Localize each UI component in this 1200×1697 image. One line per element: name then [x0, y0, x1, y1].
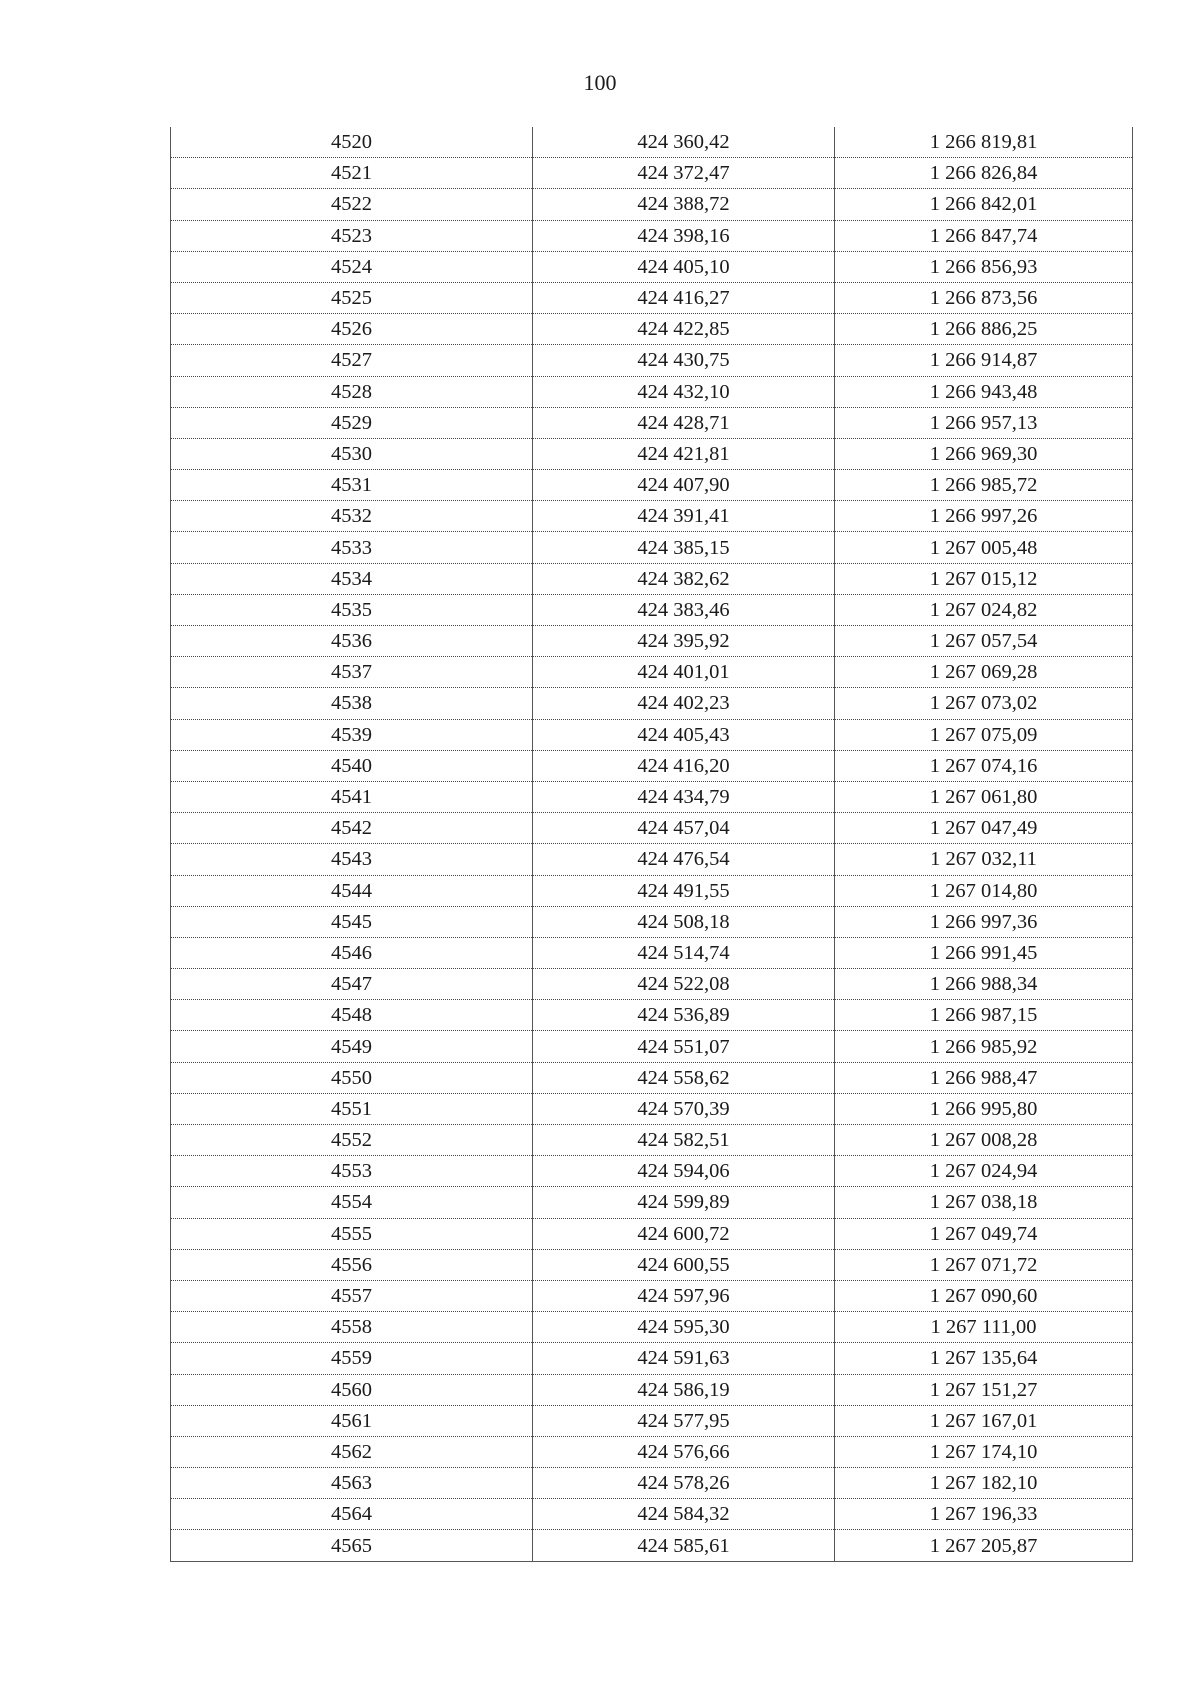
- point-number-cell: 4538: [171, 688, 533, 719]
- y-coordinate-cell: 1 267 090,60: [835, 1280, 1133, 1311]
- x-coordinate-cell: 424 597,96: [533, 1280, 835, 1311]
- point-number-cell: 4531: [171, 470, 533, 501]
- x-coordinate-cell: 424 578,26: [533, 1468, 835, 1499]
- x-coordinate-cell: 424 432,10: [533, 376, 835, 407]
- y-coordinate-cell: 1 266 995,80: [835, 1093, 1133, 1124]
- x-coordinate-cell: 424 382,62: [533, 563, 835, 594]
- table-row: [171, 1312, 1133, 1343]
- y-coordinate-cell: 1 266 856,93: [835, 251, 1133, 282]
- y-coordinate-cell: 1 267 151,27: [835, 1374, 1133, 1405]
- table-row: [171, 1000, 1133, 1031]
- table-row: [171, 501, 1133, 532]
- table-row: [171, 407, 1133, 438]
- table-row: [171, 1156, 1133, 1187]
- x-coordinate-cell: 424 383,46: [533, 594, 835, 625]
- point-number-cell: 4523: [171, 220, 533, 251]
- table-row: [171, 906, 1133, 937]
- y-coordinate-cell: 1 266 997,26: [835, 501, 1133, 532]
- x-coordinate-cell: 424 595,30: [533, 1312, 835, 1343]
- table-row: [171, 594, 1133, 625]
- table-row: [171, 376, 1133, 407]
- point-number-cell: 4556: [171, 1249, 533, 1280]
- x-coordinate-cell: 424 584,32: [533, 1499, 835, 1530]
- point-number-cell: 4551: [171, 1093, 533, 1124]
- y-coordinate-cell: 1 267 005,48: [835, 532, 1133, 563]
- x-coordinate-cell: 424 430,75: [533, 345, 835, 376]
- y-coordinate-cell: 1 266 987,15: [835, 1000, 1133, 1031]
- point-number-cell: 4521: [171, 158, 533, 189]
- x-coordinate-cell: 424 385,15: [533, 532, 835, 563]
- x-coordinate-cell: 424 457,04: [533, 813, 835, 844]
- table-row: [171, 158, 1133, 189]
- point-number-cell: 4539: [171, 719, 533, 750]
- x-coordinate-cell: 424 405,10: [533, 251, 835, 282]
- y-coordinate-cell: 1 267 057,54: [835, 626, 1133, 657]
- table-row: [171, 470, 1133, 501]
- y-coordinate-cell: 1 267 024,82: [835, 594, 1133, 625]
- x-coordinate-cell: 424 402,23: [533, 688, 835, 719]
- y-coordinate-cell: 1 267 073,02: [835, 688, 1133, 719]
- y-coordinate-cell: 1 266 819,81: [835, 127, 1133, 158]
- point-number-cell: 4547: [171, 969, 533, 1000]
- point-number-cell: 4553: [171, 1156, 533, 1187]
- point-number-cell: 4527: [171, 345, 533, 376]
- point-number-cell: 4563: [171, 1468, 533, 1499]
- x-coordinate-cell: 424 416,27: [533, 282, 835, 313]
- point-number-cell: 4520: [171, 127, 533, 158]
- point-number-cell: 4560: [171, 1374, 533, 1405]
- point-number-cell: 4543: [171, 844, 533, 875]
- point-number-cell: 4552: [171, 1125, 533, 1156]
- table-row: [171, 688, 1133, 719]
- x-coordinate-cell: 424 600,55: [533, 1249, 835, 1280]
- x-coordinate-cell: 424 405,43: [533, 719, 835, 750]
- point-number-cell: 4534: [171, 563, 533, 594]
- table-row: [171, 1280, 1133, 1311]
- x-coordinate-cell: 424 407,90: [533, 470, 835, 501]
- x-coordinate-cell: 424 591,63: [533, 1343, 835, 1374]
- y-coordinate-cell: 1 267 074,16: [835, 750, 1133, 781]
- x-coordinate-cell: 424 570,39: [533, 1093, 835, 1124]
- table-row: [171, 813, 1133, 844]
- point-number-cell: 4549: [171, 1031, 533, 1062]
- table-row: [171, 1249, 1133, 1280]
- y-coordinate-cell: 1 267 024,94: [835, 1156, 1133, 1187]
- point-number-cell: 4559: [171, 1343, 533, 1374]
- table-row: [171, 626, 1133, 657]
- y-coordinate-cell: 1 266 985,92: [835, 1031, 1133, 1062]
- table-row: [171, 1499, 1133, 1530]
- y-coordinate-cell: 1 267 032,11: [835, 844, 1133, 875]
- x-coordinate-cell: 424 594,06: [533, 1156, 835, 1187]
- y-coordinate-cell: 1 266 957,13: [835, 407, 1133, 438]
- y-coordinate-cell: 1 266 873,56: [835, 282, 1133, 313]
- point-number-cell: 4555: [171, 1218, 533, 1249]
- y-coordinate-cell: 1 267 075,09: [835, 719, 1133, 750]
- table-row: [171, 127, 1133, 158]
- page-number: 100: [583, 70, 617, 95]
- point-number-cell: 4533: [171, 532, 533, 563]
- y-coordinate-cell: 1 267 069,28: [835, 657, 1133, 688]
- point-number-cell: 4546: [171, 937, 533, 968]
- table-row: [171, 314, 1133, 345]
- y-coordinate-cell: 1 267 049,74: [835, 1218, 1133, 1249]
- table-row: [171, 1374, 1133, 1405]
- point-number-cell: 4542: [171, 813, 533, 844]
- point-number-cell: 4540: [171, 750, 533, 781]
- point-number-cell: 4526: [171, 314, 533, 345]
- point-number-cell: 4530: [171, 438, 533, 469]
- table-row: [171, 1093, 1133, 1124]
- table-row: [171, 750, 1133, 781]
- y-coordinate-cell: 1 266 842,01: [835, 189, 1133, 220]
- x-coordinate-cell: 424 551,07: [533, 1031, 835, 1062]
- y-coordinate-cell: 1 267 174,10: [835, 1436, 1133, 1467]
- y-coordinate-cell: 1 266 997,36: [835, 906, 1133, 937]
- point-number-cell: 4544: [171, 875, 533, 906]
- point-number-cell: 4558: [171, 1312, 533, 1343]
- x-coordinate-cell: 424 391,41: [533, 501, 835, 532]
- table-row: [171, 1436, 1133, 1467]
- x-coordinate-cell: 424 491,55: [533, 875, 835, 906]
- x-coordinate-cell: 424 398,16: [533, 220, 835, 251]
- table-row: [171, 844, 1133, 875]
- point-number-cell: 4528: [171, 376, 533, 407]
- table-row: [171, 220, 1133, 251]
- table-row: [171, 282, 1133, 313]
- point-number-cell: 4561: [171, 1405, 533, 1436]
- x-coordinate-cell: 424 401,01: [533, 657, 835, 688]
- x-coordinate-cell: 424 416,20: [533, 750, 835, 781]
- point-number-cell: 4524: [171, 251, 533, 282]
- point-number-cell: 4536: [171, 626, 533, 657]
- table-row: [171, 1405, 1133, 1436]
- point-number-cell: 4564: [171, 1499, 533, 1530]
- x-coordinate-cell: 424 585,61: [533, 1530, 835, 1561]
- x-coordinate-cell: 424 476,54: [533, 844, 835, 875]
- y-coordinate-cell: 1 266 988,34: [835, 969, 1133, 1000]
- table-row: [171, 189, 1133, 220]
- y-coordinate-cell: 1 267 014,80: [835, 875, 1133, 906]
- table-row: [171, 1468, 1133, 1499]
- coordinates-table-body: [171, 127, 1133, 1561]
- point-number-cell: 4522: [171, 189, 533, 220]
- table-row: [171, 251, 1133, 282]
- x-coordinate-cell: 424 360,42: [533, 127, 835, 158]
- y-coordinate-cell: 1 267 196,33: [835, 1499, 1133, 1530]
- y-coordinate-cell: 1 267 135,64: [835, 1343, 1133, 1374]
- point-number-cell: 4548: [171, 1000, 533, 1031]
- table-row: [171, 1031, 1133, 1062]
- y-coordinate-cell: 1 266 847,74: [835, 220, 1133, 251]
- x-coordinate-cell: 424 577,95: [533, 1405, 835, 1436]
- point-number-cell: 4535: [171, 594, 533, 625]
- x-coordinate-cell: 424 582,51: [533, 1125, 835, 1156]
- y-coordinate-cell: 1 267 167,01: [835, 1405, 1133, 1436]
- table-row: [171, 1530, 1133, 1561]
- table-row: [171, 1125, 1133, 1156]
- x-coordinate-cell: 424 508,18: [533, 906, 835, 937]
- table-row: [171, 438, 1133, 469]
- y-coordinate-cell: 1 266 991,45: [835, 937, 1133, 968]
- table-row: [171, 875, 1133, 906]
- x-coordinate-cell: 424 522,08: [533, 969, 835, 1000]
- y-coordinate-cell: 1 267 071,72: [835, 1249, 1133, 1280]
- y-coordinate-cell: 1 267 205,87: [835, 1530, 1133, 1561]
- y-coordinate-cell: 1 266 969,30: [835, 438, 1133, 469]
- table-row: [171, 345, 1133, 376]
- y-coordinate-cell: 1 266 943,48: [835, 376, 1133, 407]
- point-number-cell: 4541: [171, 781, 533, 812]
- table-row: [171, 937, 1133, 968]
- y-coordinate-cell: 1 266 886,25: [835, 314, 1133, 345]
- y-coordinate-cell: 1 267 015,12: [835, 563, 1133, 594]
- table-row: [171, 1218, 1133, 1249]
- x-coordinate-cell: 424 599,89: [533, 1187, 835, 1218]
- x-coordinate-cell: 424 421,81: [533, 438, 835, 469]
- x-coordinate-cell: 424 422,85: [533, 314, 835, 345]
- point-number-cell: 4537: [171, 657, 533, 688]
- y-coordinate-cell: 1 266 988,47: [835, 1062, 1133, 1093]
- y-coordinate-cell: 1 266 985,72: [835, 470, 1133, 501]
- point-number-cell: 4532: [171, 501, 533, 532]
- x-coordinate-cell: 424 536,89: [533, 1000, 835, 1031]
- x-coordinate-cell: 424 514,74: [533, 937, 835, 968]
- x-coordinate-cell: 424 434,79: [533, 781, 835, 812]
- x-coordinate-cell: 424 428,71: [533, 407, 835, 438]
- point-number-cell: 4525: [171, 282, 533, 313]
- table-row: [171, 1062, 1133, 1093]
- table-row: [171, 532, 1133, 563]
- y-coordinate-cell: 1 267 008,28: [835, 1125, 1133, 1156]
- point-number-cell: 4550: [171, 1062, 533, 1093]
- point-number-cell: 4562: [171, 1436, 533, 1467]
- point-number-cell: 4565: [171, 1530, 533, 1561]
- point-number-cell: 4529: [171, 407, 533, 438]
- coordinates-table: [170, 127, 1133, 1562]
- x-coordinate-cell: 424 600,72: [533, 1218, 835, 1249]
- table-row: [171, 969, 1133, 1000]
- x-coordinate-cell: 424 586,19: [533, 1374, 835, 1405]
- table-row: [171, 657, 1133, 688]
- y-coordinate-cell: 1 266 826,84: [835, 158, 1133, 189]
- table-row: [171, 1187, 1133, 1218]
- x-coordinate-cell: 424 395,92: [533, 626, 835, 657]
- table-row: [171, 719, 1133, 750]
- x-coordinate-cell: 424 576,66: [533, 1436, 835, 1467]
- x-coordinate-cell: 424 372,47: [533, 158, 835, 189]
- point-number-cell: 4557: [171, 1280, 533, 1311]
- table-row: [171, 781, 1133, 812]
- point-number-cell: 4554: [171, 1187, 533, 1218]
- y-coordinate-cell: 1 267 182,10: [835, 1468, 1133, 1499]
- y-coordinate-cell: 1 267 061,80: [835, 781, 1133, 812]
- table-row: [171, 1343, 1133, 1374]
- y-coordinate-cell: 1 267 038,18: [835, 1187, 1133, 1218]
- y-coordinate-cell: 1 266 914,87: [835, 345, 1133, 376]
- x-coordinate-cell: 424 558,62: [533, 1062, 835, 1093]
- y-coordinate-cell: 1 267 111,00: [835, 1312, 1133, 1343]
- x-coordinate-cell: 424 388,72: [533, 189, 835, 220]
- point-number-cell: 4545: [171, 906, 533, 937]
- y-coordinate-cell: 1 267 047,49: [835, 813, 1133, 844]
- table-row: [171, 563, 1133, 594]
